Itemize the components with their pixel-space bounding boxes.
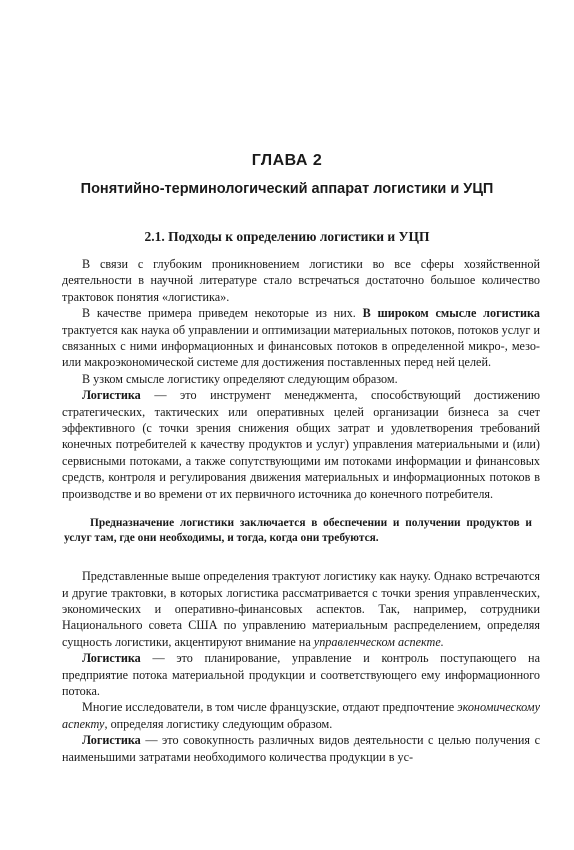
paragraph-2-start: В качестве примера приведем некоторые из них. xyxy=(82,306,363,321)
definition-1-text: — это инструмент менеджмента, способствующий достижению стратегических, тактических или оперативных целей организации бизнеса за счет эффективного (с точки зрения снижения общих затрат и удовлетворения требований конечных потребителей к качеству продуктов и услуг) управления материальными и (или) сервисными потоками, а также сопутствующими им потоками информации и финансовых средств, контроля и регулирования движения материальных и информационных потоков в производстве и во времени от их первичного источника до конечного потребителя. xyxy=(62,388,540,501)
paragraph-3: В узком смысле логистику определяют следующим образом. xyxy=(82,371,398,386)
definition-3-term: Логистика xyxy=(82,733,141,748)
paragraph-5-italic: управленческом аспекте. xyxy=(313,634,444,649)
definition-1-term: Логистика xyxy=(82,388,141,403)
definition-1 xyxy=(62,387,540,502)
paragraph-1: В связи с глубоким проникновением логистики во все сферы хозяйственной деятельности в научной литературе стало встречаться достаточно большое количество трактовок понятия «логистика». xyxy=(62,257,540,304)
paragraph-7-start: Многие исследователи, в том числе французские, отдают предпочтение xyxy=(82,700,458,715)
chapter-title: Понятийно-терминологический аппарат логистики и УЦП xyxy=(80,181,494,197)
paragraph-7-end: , определяя логистику следующим образом. xyxy=(104,716,333,731)
highlight-callout xyxy=(62,516,540,546)
chapter-heading: ГЛАВА 2 xyxy=(251,152,323,169)
definition-2-text: — это планирование, управление и контроль поступающего на предприятие потока материальной продукции и соответствующего ему информационного потока. xyxy=(62,651,540,698)
paragraph-5-text: Представленные выше определения трактуют логистику как науку. Однако встречаются и другие трактовки, в которых логистика рассматривается с точки зрения управленческих, экономических и оперативно-финансовых аспектов. Так, например, сотрудники Национального совета США по управлению материальным распределением, определяя сущность логистики, акцентируют внимание на xyxy=(62,569,540,649)
definition-2-term: Логистика xyxy=(82,651,141,666)
paragraph-7 xyxy=(62,699,540,732)
paragraph-2 xyxy=(62,305,540,371)
definition-3 xyxy=(62,732,540,765)
paragraph-5 xyxy=(62,568,540,650)
section-title: 2.1. Подходы к определению логистики и УЦП xyxy=(144,229,430,244)
paragraph-7-italic: экономическому аспекту xyxy=(62,700,540,731)
paragraph-2-end: трактуется как наука об управлении и оптимизации материальных потоков, потоков услуг и связанных с ними информационных и финансовых потоков в определенной микро-, мезо- или макроэкономической системе для достижения поставленных перед ней целей. xyxy=(62,322,540,370)
definition-2 xyxy=(62,650,540,699)
definition-3-text: — это совокупность различных видов деятельности с целью получения с наименьшими затратами необходимого количества продукции в ус- xyxy=(62,733,540,764)
paragraph-2-emphasis: В широком смысле логистика xyxy=(362,306,540,321)
body-text xyxy=(62,256,540,765)
callout-text: Предназначение логистики заключается в обеспечении и получении продуктов и услуг там, где они необходимы, и тогда, когда они требуются. xyxy=(64,517,532,545)
